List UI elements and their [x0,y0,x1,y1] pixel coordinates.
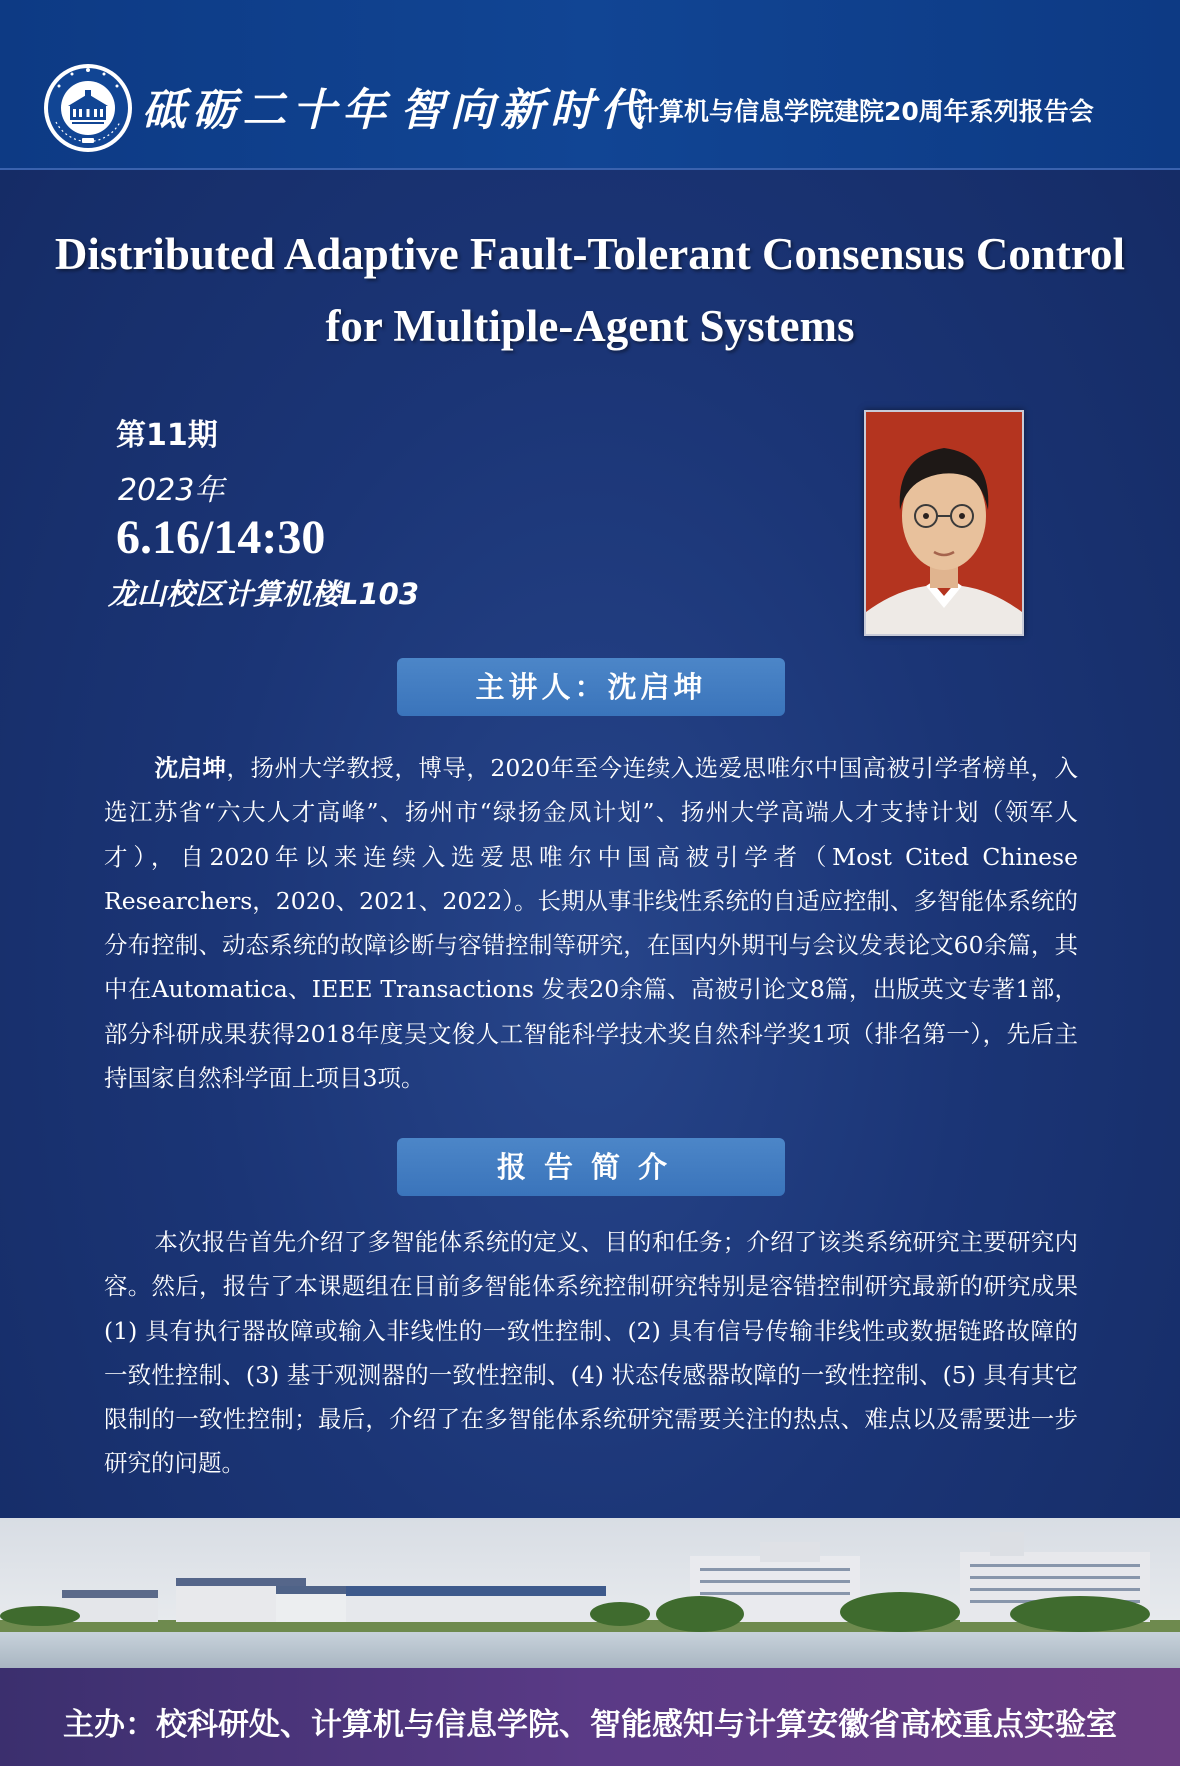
issue-number: 第11期 [116,418,218,453]
abstract-paragraph [104,1220,1078,1486]
abstract-section-header: 报告简介 [397,1138,785,1196]
organizer-text: 主办：校科研处、计算机与信息学院、智能感知与计算安徽省高校重点实验室 [63,1707,1117,1743]
series-title: 计算机与信息学院建院20周年系列报告会 [634,97,1094,126]
university-logo [42,62,134,154]
talk-year: 2023年 [118,473,225,508]
footer-band [0,1668,1180,1766]
speaker-name: 沈启坤 [154,754,227,782]
speaker-bio-text: ，扬州大学教授，博导，2020年至今连续入选爱思唯尔中国高被引学者榜单，入选江苏省“六大人才高峰”、扬州市“绿扬金凤计划”、扬州大学高端人才支持计划（领军人才），自2020年以来连续入选爱思唯尔中国高被引学者（Most Cited Chinese Researchers，2020、2021、2022）。长期从事非线性系统的自适应控制、多智能体系统的分布控制、动态系统的故障诊断与容错控制等研究，在国内外期刊与会议发表论文60余篇，其中在Automatica、IEEE Transactions 发表20余篇、高被引论文8篇，出版英文专著1部，部分科研成果获得2018年度吴文俊人工智能科学技术奖自然科学奖1项（排名第一），先后主持国家自然科学面上项目3项。 [104,754,1078,1093]
campus-photo [0,1518,1180,1668]
talk-title-line1: Distributed Adaptive Fault-Tolerant Consensus Control [54,229,1126,279]
abstract-text: 本次报告首先介绍了多智能体系统的定义、目的和任务；介绍了该类系统研究主要研究内容。然后，报告了本课题组在目前多智能体系统控制研究特别是容错控制研究最新的研究成果(1) 具有执行器故障或输入非线性的一致性控制、(2) 具有信号传输非线性或数据链路故障的一致性控制、(3) 基于观测器的一致性控制、(4) 状态传感器故障的一致性控制、(5) 具有其它限制的一致性控制；最后，介绍了在多智能体系统研究需要关注的热点、难点以及需要进一步研究的问题。 [104,1228,1078,1478]
slogan-second: 智向新时代 [400,85,650,136]
header-band [0,0,1180,170]
slogan-first: 砥砺二十年 [142,85,392,136]
talk-datetime: 6.16/14:30 [116,511,326,564]
speaker-bio [104,746,1078,1100]
talk-title-line2: for Multiple-Agent Systems [325,301,855,351]
speaker-portrait [864,410,1024,636]
talk-location: 龙山校区计算机楼L103 [108,577,420,611]
speaker-section-header: 主讲人：沈启坤 [397,658,785,716]
